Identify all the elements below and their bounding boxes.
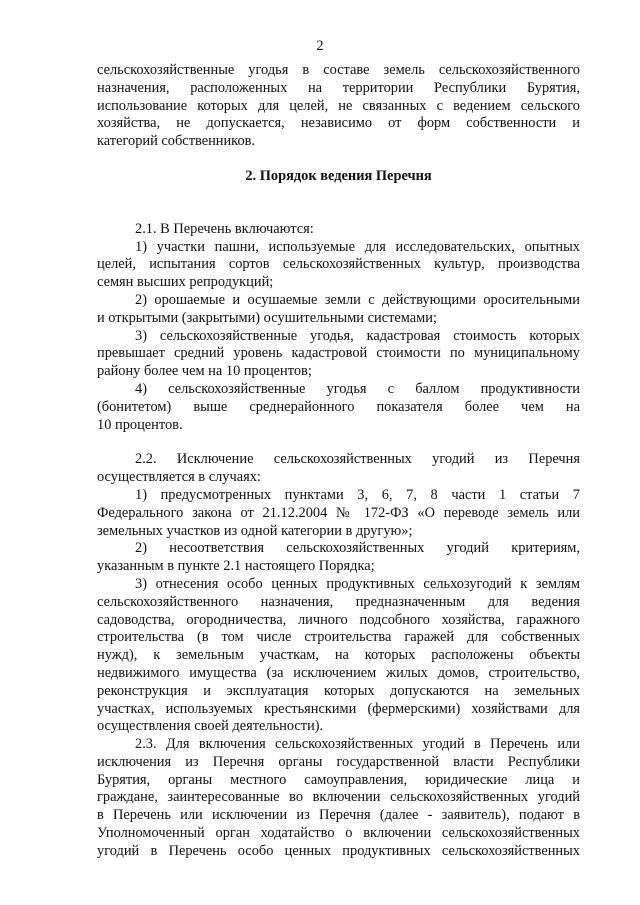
text-line: угодий в Перечень особо ценных продуктивных сельскохозяйственных [97, 842, 580, 859]
text-line: и открытыми (закрытыми) осушительными системами; [97, 309, 437, 326]
text-line: району более чем на 10 процентов; [97, 363, 312, 380]
paragraph-2-1-item-4 [97, 381, 580, 434]
text-line: осуществления своей деятельности). [97, 718, 324, 735]
paragraph-2-1-item-3 [97, 328, 580, 381]
page-number: 2 [316, 38, 324, 54]
document-body [97, 62, 580, 861]
text-line: указанным в пункте 2.1 настоящего Порядка; [97, 558, 375, 575]
text-line: нужд), к земельным участкам, на которых расположены объекты [97, 647, 580, 664]
text-line: строительства (в том числе строительства гаражей для собственных [97, 629, 580, 646]
paragraph-2-3 [97, 736, 580, 861]
text-line: Бурятия, органы местного самоуправления, юридические лица и [97, 771, 580, 788]
paragraph-2-2-title [97, 451, 580, 487]
text-line: использование которых для целей, не связанных с ведением сельского [97, 97, 580, 114]
paragraph-2-1-item-1 [97, 239, 580, 292]
text-line: 3) отнесения особо ценных продуктивных сельхозугодий к землям [135, 575, 580, 592]
paragraph-intro [97, 62, 580, 151]
paragraph-2-1-title [97, 221, 580, 239]
text-line: 2.1. В Перечень включаются: [135, 220, 314, 237]
text-line: 10 процентов. [97, 416, 183, 433]
text-line: сельскохозяйственного назначения, предназначенным для ведения [97, 593, 580, 610]
text-line: 1) участки пашни, используемые для исследовательских, опытных [135, 238, 580, 255]
text-line: 4) сельскохозяйственные угодья с баллом продуктивности [135, 380, 580, 397]
text-line: категорий собственников. [97, 133, 256, 150]
text-line: участках, используемых крестьянскими (фермерскими) хозяйствами для [97, 700, 580, 717]
text-line: Уполномоченный орган ходатайство о включении сельскохозяйственных [97, 825, 580, 842]
text-line: в Перечень или исключении из Перечня (далее - заявитель), подают в [97, 807, 580, 824]
text-line: 3) сельскохозяйственные угодья, кадастровая стоимость которых [135, 327, 580, 344]
text-line: 2) несоответствия сельскохозяйственных угодий критериям, [135, 540, 580, 557]
paragraph-2-2-item-2 [97, 540, 580, 576]
section-heading: 2. Порядок ведения Перечня [245, 167, 432, 184]
text-line: исключения из Перечня органы государственной власти Республики [97, 753, 580, 770]
text-line: 2) орошаемые и осушаемые земли с действующими оросительными [135, 291, 580, 308]
text-line: семян высших репродукций; [97, 274, 274, 291]
text-line: 1) предусмотренных пунктами 3, 6, 7, 8 части 1 статьи 7 [135, 486, 580, 503]
text-line: граждане, заинтересованные во включении сельскохозяйственных угодий [97, 789, 580, 806]
text-line: земельных участков из одной категории в другую»; [97, 522, 413, 539]
text-line: хозяйства, не допускается, независимо от форм собственности и [97, 115, 580, 132]
text-line: садоводства, огородничества, личного подсобного хозяйства, гаражного [97, 611, 580, 628]
paragraph-2-1-item-2 [97, 292, 580, 328]
text-line: осуществляется в случаях: [97, 469, 261, 486]
text-line: реконструкция и эксплуатация которых допускаются на земельных [97, 682, 580, 699]
text-line: превышает средний уровень кадастровой стоимости по муниципальному [97, 345, 580, 362]
text-line: (бонитетом) выше среднерайонного показателя более чем на [97, 398, 580, 415]
text-line: 2.2. Исключение сельскохозяйственных угодий из Перечня [135, 451, 580, 468]
text-line: назначения, расположенных на территории Республики Бурятия, [97, 79, 580, 96]
paragraph-2-2-item-1 [97, 487, 580, 540]
text-line: Федерального закона от 21.12.2004 № 172-ФЗ «О переводе земель или [97, 504, 580, 521]
text-line: 2.3. Для включения сельскохозяйственных угодий в Перечень или [135, 736, 580, 753]
text-line: сельскохозяйственные угодья в составе земель сельскохозяйственного [97, 62, 580, 78]
text-line: целей, испытания сортов сельскохозяйственных культур, производства [97, 256, 580, 273]
text-line: недвижимого имущества (за исключением жилых домов, строительство, [97, 664, 580, 681]
paragraph-2-2-item-3 [97, 576, 580, 736]
